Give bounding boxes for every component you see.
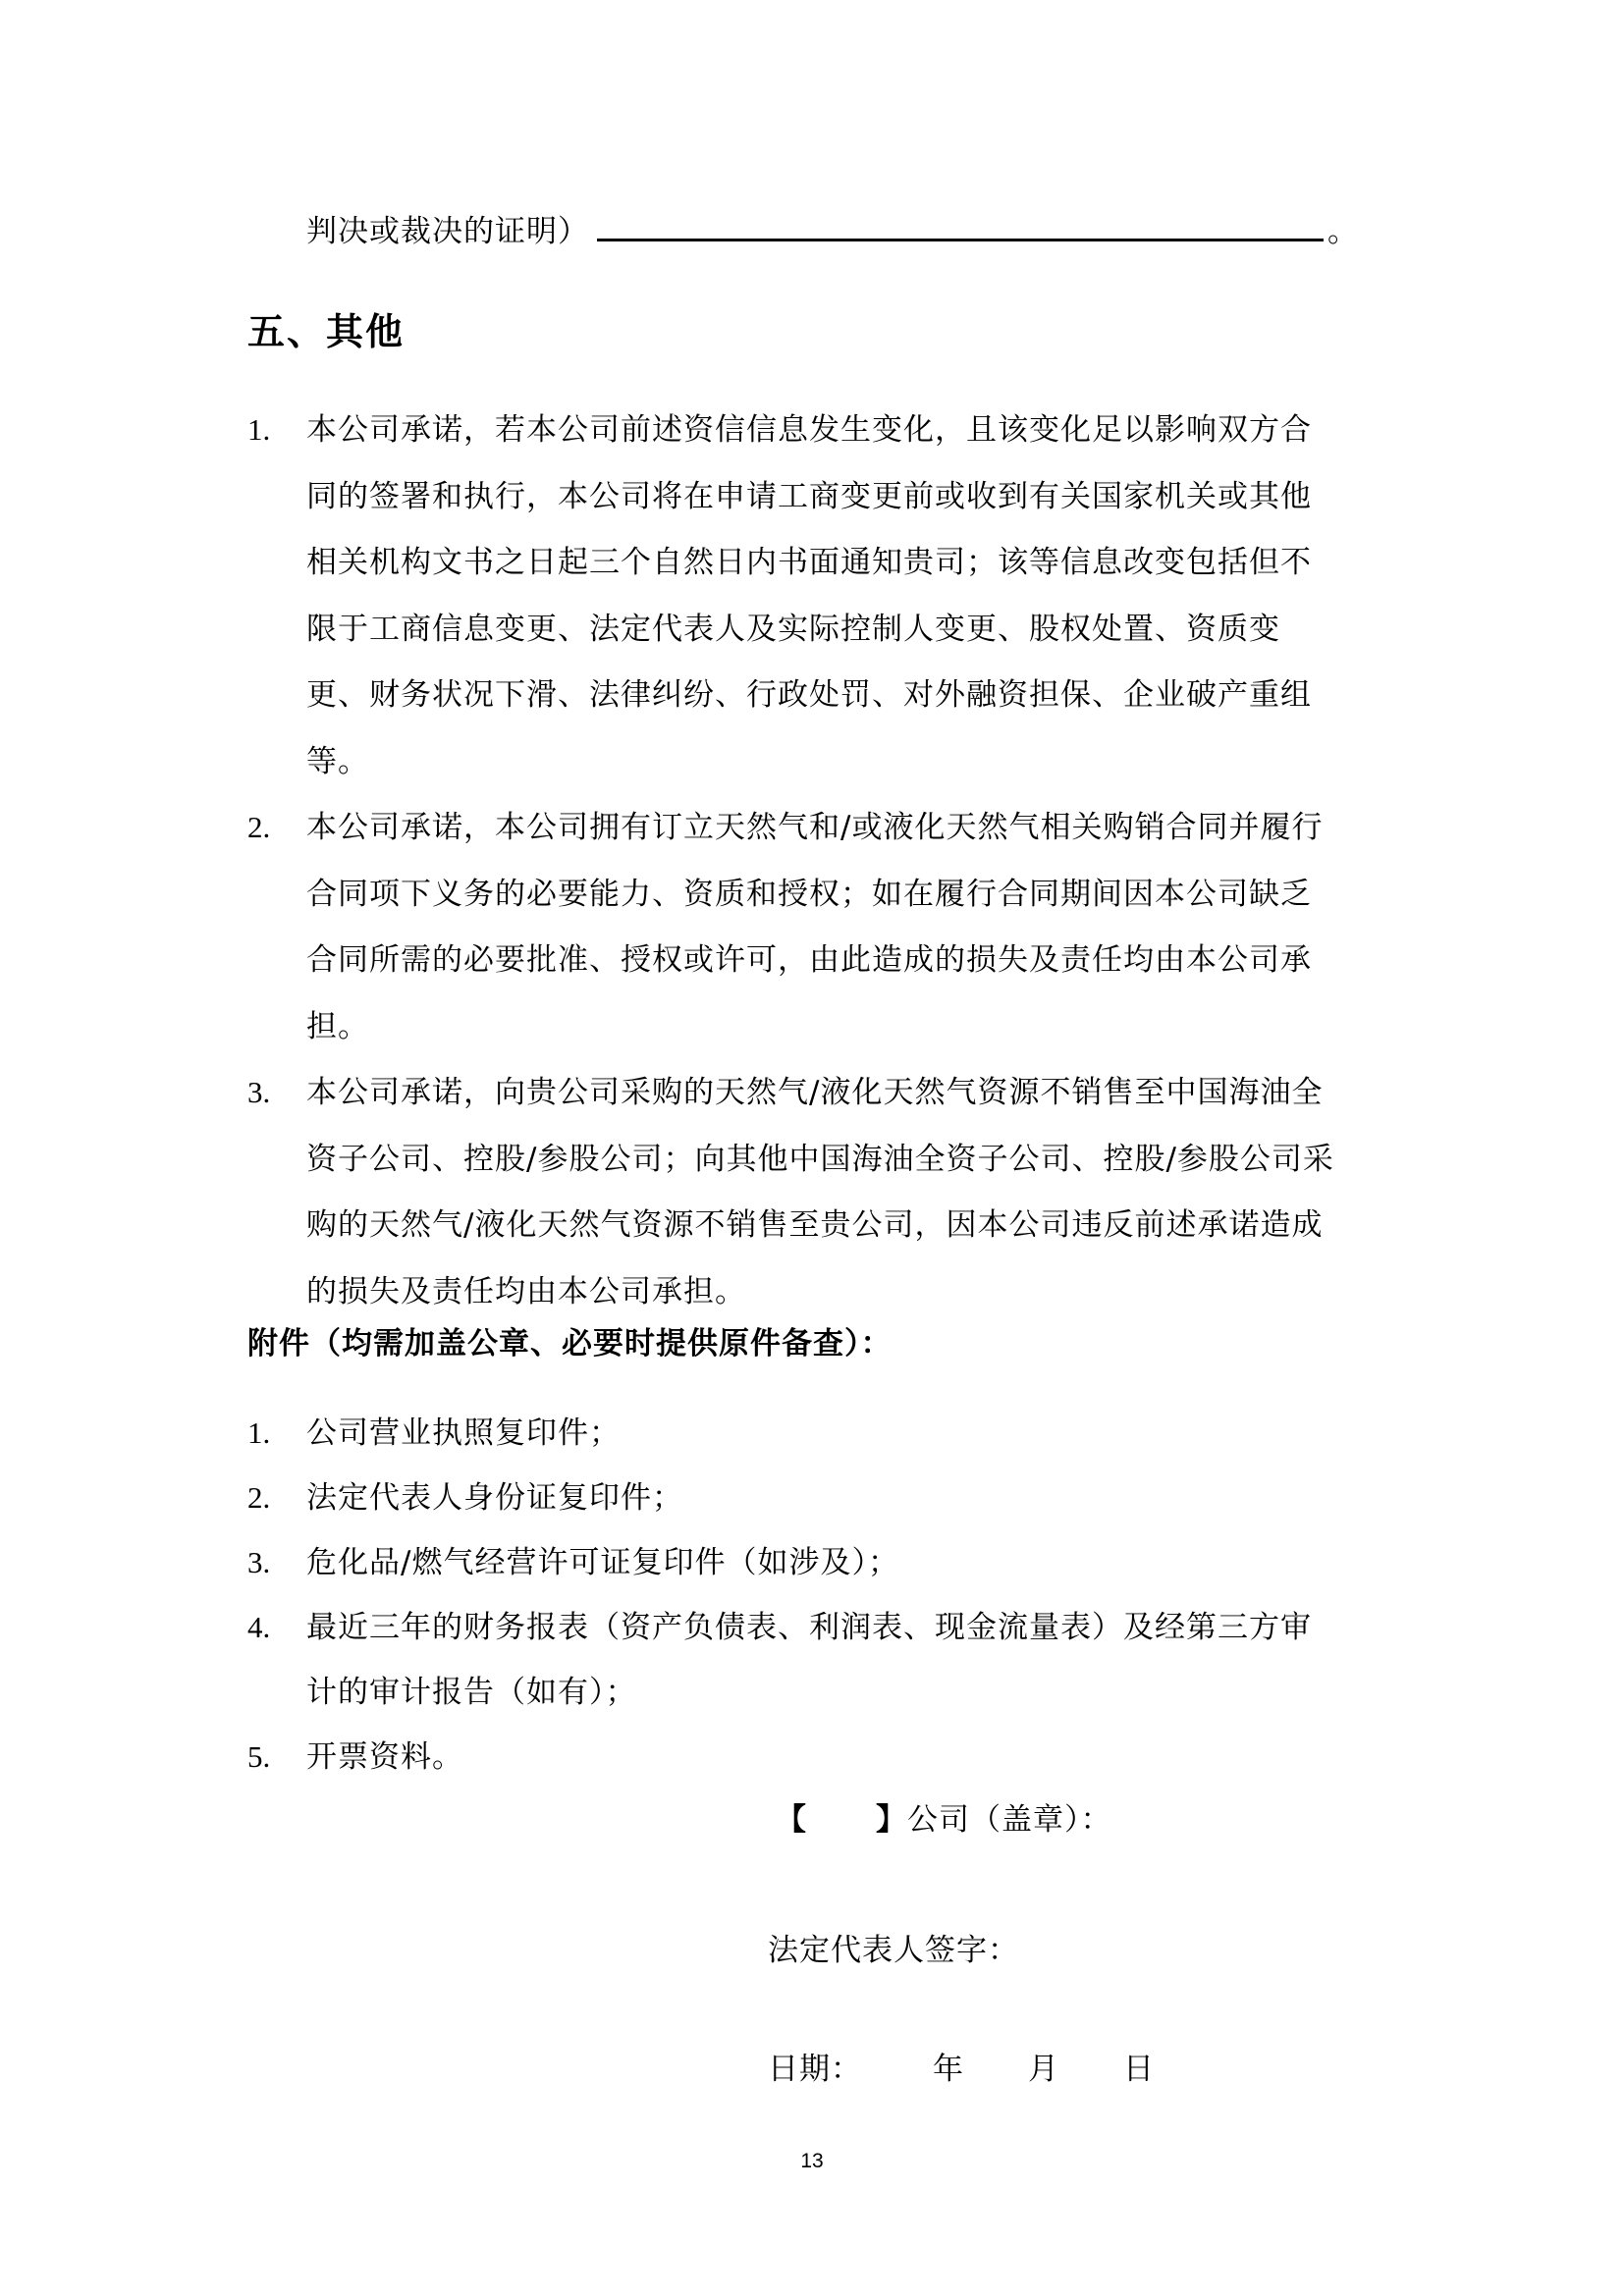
date-month: 月	[1028, 2052, 1059, 2087]
date-year: 年	[933, 2052, 964, 2087]
section-item-text-line: 资子公司、控股/参股公司；向其他中国海油全资子公司、控股/参股公司采	[306, 1141, 1334, 1177]
attachment-item-number: 2.	[247, 1480, 271, 1515]
section-item-text-line: 本公司承诺，若本公司前述资信信息发生变化，且该变化足以影响双方合	[306, 412, 1312, 448]
date-line	[768, 2050, 1155, 2089]
attachment-item-text-line: 公司营业执照复印件；	[306, 1415, 621, 1451]
section-item-number: 2.	[247, 810, 271, 844]
attachments-title: 附件（均需加盖公章、必要时提供原件备查）：	[247, 1326, 893, 1362]
section-item-text-line: 的损失及责任均由本公司承担。	[306, 1273, 746, 1309]
attachment-item-number: 4.	[247, 1610, 271, 1644]
attachment-item-text-line: 开票资料。	[306, 1739, 463, 1775]
section-item-text-line: 本公司承诺，本公司拥有订立天然气和/或液化天然气相关购销合同并履行	[306, 810, 1324, 845]
section-item-text-line: 合同项下义务的必要能力、资质和授权；如在履行合同期间因本公司缺乏	[306, 876, 1312, 912]
section-item-text-line: 同的签署和执行，本公司将在申请工商变更前或收到有关国家机关或其他	[306, 478, 1312, 514]
date-label: 日期：	[768, 2052, 862, 2087]
top-line-prefix: 判决或裁决的证明）	[306, 214, 589, 249]
bracket-open: 【	[776, 1802, 807, 1838]
section-title: 五、其他	[247, 310, 406, 353]
top-line-suffix: 。	[1327, 214, 1359, 249]
bracket-close: 】	[876, 1802, 907, 1838]
section-item-text-line: 担。	[306, 1008, 369, 1044]
section-item-text-line: 更、财务状况下滑、法律纠纷、行政处罚、对外融资担保、企业破产重组	[306, 677, 1312, 713]
section-item-text-line: 购的天然气/液化天然气资源不销售至贵公司，因本公司违反前述承诺造成	[306, 1207, 1324, 1243]
page-number: 13	[800, 2150, 824, 2172]
attachment-item-number: 1.	[247, 1415, 271, 1450]
section-item-text-line: 本公司承诺，向贵公司采购的天然气/液化天然气资源不销售至中国海油全	[306, 1075, 1324, 1110]
attachment-item-number: 3.	[247, 1545, 271, 1579]
section-item-text-line: 相关机构文书之日起三个自然日内书面通知贵司；该等信息改变包括但不	[306, 545, 1312, 580]
date-day: 日	[1123, 2052, 1155, 2087]
attachment-item-text-line: 危化品/燃气经营许可证复印件（如涉及）；	[306, 1545, 899, 1580]
blank-fill-line	[597, 213, 1324, 241]
attachment-item-text-line: 最近三年的财务报表（资产负债表、利润表、现金流量表）及经第三方审	[306, 1610, 1312, 1645]
section-item-number: 1.	[247, 412, 271, 447]
company-seal-label: 公司（盖章）：	[907, 1802, 1112, 1838]
company-seal-line	[776, 1800, 1112, 1840]
section-item-text-line: 限于工商信息变更、法定代表人及实际控制人变更、股权处置、资质变	[306, 611, 1280, 647]
section-item-text-line: 等。	[306, 743, 369, 779]
section-item-number: 3.	[247, 1075, 271, 1109]
attachment-item-text-line: 法定代表人身份证复印件；	[306, 1480, 683, 1516]
attachment-item-number: 5.	[247, 1739, 271, 1774]
section-item-text-line: 合同所需的必要批准、授权或许可，由此造成的损失及责任均由本公司承	[306, 942, 1312, 978]
legal-rep-signature-label: 法定代表人签字：	[768, 1933, 1019, 1968]
top-continuation-line	[306, 212, 1359, 251]
attachment-item-text-line: 计的审计报告（如有）；	[306, 1675, 637, 1710]
